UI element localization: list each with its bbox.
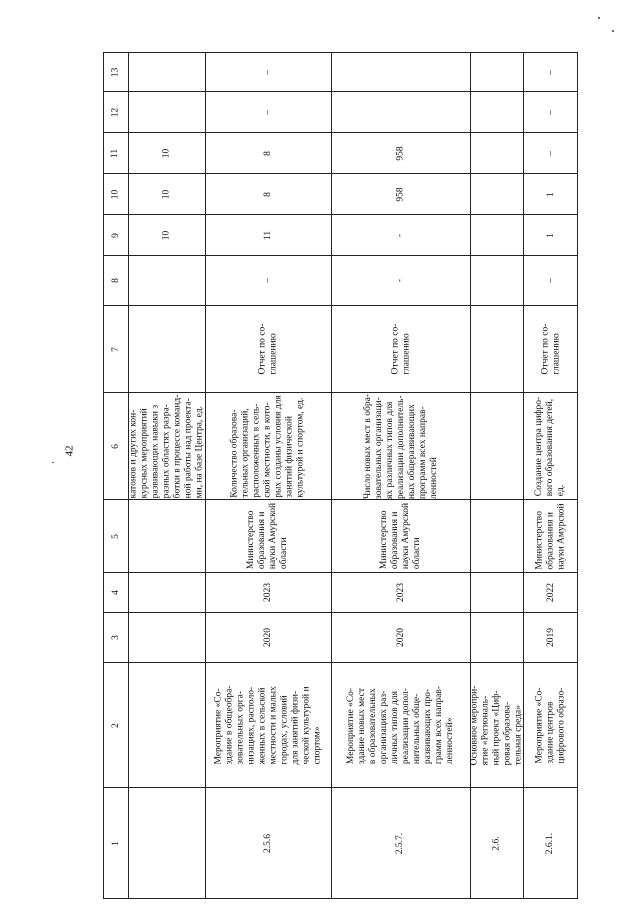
table-cell-text: 2.6. bbox=[491, 836, 502, 851]
table-cell bbox=[524, 393, 578, 499]
table-cell bbox=[332, 573, 470, 612]
table-cell bbox=[129, 133, 205, 173]
table-cell-text: – bbox=[545, 69, 556, 75]
table-cell-text: Мероприятие «Со- здание новых мест в образовательных организациях раз- личных типов для реализации допол- нительных обще- развивающих про- грамм всех направ- ленностей» bbox=[346, 685, 455, 765]
table-cell bbox=[206, 788, 331, 899]
table-cell-text: 10 bbox=[161, 148, 172, 158]
table-cell bbox=[206, 256, 331, 305]
header-cell-text: 7 bbox=[110, 346, 121, 352]
header-cell bbox=[104, 663, 128, 787]
table-cell bbox=[471, 663, 523, 787]
table-cell-text: 2022 bbox=[545, 583, 556, 602]
header-cell bbox=[104, 306, 128, 392]
table-cell bbox=[524, 133, 578, 173]
header-cell-text: 6 bbox=[110, 443, 121, 449]
table-cell-text: Министерство образования и науки Амурской области bbox=[378, 502, 422, 570]
header-cell-text: 1 bbox=[110, 841, 121, 846]
table-cell bbox=[471, 174, 523, 214]
table-cell-text: 8 bbox=[263, 150, 273, 156]
table-cell-text: Министерство образования и науки Амурской области bbox=[246, 502, 290, 570]
table-cell-text: 2.6.1. bbox=[545, 832, 556, 855]
table-cell bbox=[129, 500, 205, 572]
table-cell bbox=[129, 788, 205, 899]
table-cell bbox=[524, 53, 578, 91]
header-cell bbox=[104, 133, 128, 173]
header-cell bbox=[104, 393, 128, 499]
header-cell bbox=[104, 613, 128, 662]
header-cell-text: 3 bbox=[110, 635, 121, 640]
table-cell-text: 10 bbox=[161, 230, 172, 240]
table-cell-text: 2.5.7. bbox=[395, 832, 406, 855]
table-cell-text: Основное меропри- ятие «Региональ- ный проект «Циф- ровая образова- тельная среда» bbox=[469, 685, 524, 765]
table-cell-text: Количество образова- тельных организаций, расположенных в сель- ской местности, в кото- рых созданы условия для занятий физической культурой и спортом, ед. bbox=[229, 394, 306, 498]
table-cell-text: – bbox=[545, 109, 556, 115]
table-cell-text: 2020 bbox=[263, 628, 273, 647]
table-cell bbox=[524, 500, 578, 572]
table-cell bbox=[524, 92, 578, 132]
table-cell bbox=[129, 573, 205, 612]
table-cell-text: – bbox=[263, 278, 273, 283]
table-cell bbox=[471, 393, 523, 499]
table-cell bbox=[524, 256, 578, 305]
table-cell-text: 958 bbox=[395, 145, 406, 161]
table-cell bbox=[471, 500, 523, 572]
header-cell-text: 4 bbox=[110, 590, 121, 595]
table-cell-text: - bbox=[395, 278, 406, 283]
header-cell-text: 2 bbox=[110, 722, 121, 728]
header-cell-text: 10 bbox=[110, 189, 121, 199]
table-cell bbox=[332, 613, 470, 662]
table-cell bbox=[129, 663, 205, 787]
table-cell bbox=[332, 215, 470, 255]
table-cell bbox=[332, 92, 470, 132]
table-cell-text: 11 bbox=[263, 230, 273, 240]
table-cell-text: – bbox=[263, 109, 273, 115]
table-cell-text: 2020 bbox=[395, 628, 406, 647]
table-cell bbox=[206, 306, 331, 392]
header-cell bbox=[104, 174, 128, 214]
table-cell-text: Министерство образования и науки Амурской bbox=[534, 502, 567, 570]
table-cell bbox=[524, 174, 578, 214]
header-cell bbox=[104, 92, 128, 132]
table-cell-text: - bbox=[395, 233, 406, 237]
table-cell bbox=[206, 53, 331, 91]
table-cell-text: 8 bbox=[263, 191, 273, 197]
table-cell bbox=[129, 393, 205, 499]
table-cell bbox=[206, 133, 331, 173]
header-cell bbox=[104, 573, 128, 612]
table-cell bbox=[332, 788, 470, 899]
table-cell bbox=[524, 663, 578, 787]
scan-speck bbox=[598, 17, 600, 19]
table-cell bbox=[332, 663, 470, 787]
header-cell-text: 5 bbox=[110, 533, 121, 539]
table-cell-text: 10 bbox=[161, 189, 172, 199]
table-cell-text: 2019 bbox=[545, 628, 556, 647]
table-cell bbox=[129, 53, 205, 91]
table-cell-text: 2.5.6 bbox=[263, 834, 273, 853]
table-cell bbox=[524, 215, 578, 255]
table-cell-text: Число новых мест в обра- зовательных организаци- ях различных типов для реализации дополнитель- ных общеразвивающих программ всех направ- ленностей bbox=[362, 393, 439, 499]
header-cell-text: 11 bbox=[110, 148, 121, 158]
table-cell-text: Мероприятие «Со- здание центров цифрового образо- bbox=[534, 686, 567, 764]
table-cell bbox=[206, 215, 331, 255]
header-cell-text: 13 bbox=[110, 67, 121, 77]
table-cell-text: 2023 bbox=[395, 583, 406, 602]
table-cell bbox=[206, 92, 331, 132]
table-cell-text: Мероприятие «Со- здание в общеобра- зовательных орга- низациях, располо- женных в сельской местности и малых городах, условий для занятий физи- ческой культурой и спортом» bbox=[213, 685, 323, 765]
table-cell bbox=[332, 256, 470, 305]
table-cell-text: 958 bbox=[395, 186, 406, 202]
program-table bbox=[103, 52, 578, 899]
table-cell-text: – bbox=[545, 278, 556, 283]
table-cell bbox=[471, 215, 523, 255]
table-cell-text: – bbox=[545, 150, 556, 156]
header-cell-text: 12 bbox=[110, 107, 121, 117]
table-cell-text: 1 bbox=[545, 232, 556, 238]
table-cell-text: Создание центра цифро- вого образования детей, ед. bbox=[534, 396, 567, 496]
table-cell bbox=[129, 613, 205, 662]
page-number: 42 bbox=[63, 445, 76, 457]
table-cell bbox=[332, 53, 470, 91]
table-cell bbox=[471, 92, 523, 132]
table-cell bbox=[206, 393, 331, 499]
table-cell bbox=[206, 500, 331, 572]
table-cell bbox=[524, 613, 578, 662]
header-cell bbox=[104, 215, 128, 255]
table-cell bbox=[129, 306, 205, 392]
table-cell bbox=[206, 663, 331, 787]
header-cell bbox=[104, 256, 128, 305]
table-cell-text: Отчет по со- глашению bbox=[540, 323, 561, 375]
table-cell-text: Отчет по со- глашению bbox=[390, 323, 411, 375]
table-cell bbox=[524, 573, 578, 612]
table-cell-text: Отчет по со- глашению bbox=[257, 323, 279, 375]
header-cell bbox=[104, 788, 128, 899]
table-cell bbox=[471, 256, 523, 305]
table-cell bbox=[332, 174, 470, 214]
table-cell bbox=[129, 256, 205, 305]
table-cell bbox=[332, 393, 470, 499]
table-cell bbox=[524, 306, 578, 392]
table-cell bbox=[524, 788, 578, 899]
table-cell-text: 1 bbox=[545, 191, 556, 197]
scan-speck bbox=[612, 30, 614, 32]
table-cell bbox=[332, 306, 470, 392]
table-cell bbox=[129, 174, 205, 214]
table-cell bbox=[471, 53, 523, 91]
table-cell bbox=[471, 573, 523, 612]
table-cell-text: катонов и других кон- курсных мероприятий развивающих навыки з разных областях разра- ботки в процессе команд- ной работы над проекта- ми, на базе Центра, ед. bbox=[128, 394, 205, 498]
scan-speck bbox=[52, 462, 54, 463]
header-cell-text: 9 bbox=[110, 232, 121, 238]
header-cell bbox=[104, 500, 128, 572]
table-cell bbox=[471, 133, 523, 173]
header-cell-text: 8 bbox=[110, 278, 121, 283]
table-cell bbox=[332, 500, 470, 572]
table-cell bbox=[206, 613, 331, 662]
table-cell-text: – bbox=[263, 69, 273, 75]
table-cell bbox=[129, 215, 205, 255]
table-cell bbox=[471, 788, 523, 899]
table-cell bbox=[206, 174, 331, 214]
table-cell bbox=[332, 133, 470, 173]
table-cell-text: 2023 bbox=[263, 583, 273, 602]
table-cell bbox=[471, 613, 523, 662]
table-cell bbox=[206, 573, 331, 612]
header-cell bbox=[104, 53, 128, 91]
table-cell bbox=[471, 306, 523, 392]
table-cell bbox=[129, 92, 205, 132]
